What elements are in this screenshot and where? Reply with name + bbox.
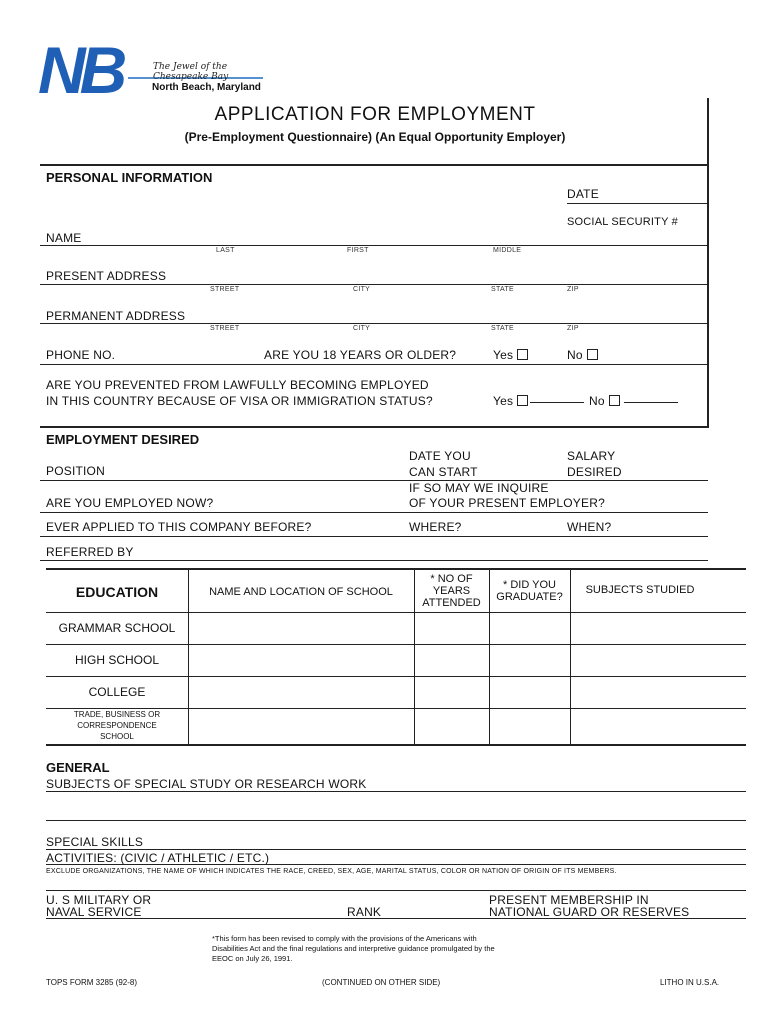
permanent-city-caption: CITY [353, 325, 371, 332]
page-title: APPLICATION FOR EMPLOYMENT [214, 104, 536, 125]
inquire-line1: IF SO MAY WE INQUIRE [409, 481, 549, 495]
ada-note-line1: *This form has been revised to comply with the provisions of the Americans with [212, 934, 477, 943]
permanent-state-caption: STATE [491, 325, 515, 332]
present-address-label: PRESENT ADDRESS [46, 269, 167, 283]
visa-no-label: No [589, 394, 605, 408]
guard-line1: PRESENT MEMBERSHIP IN [489, 893, 649, 907]
visa-no-checkbox[interactable] [609, 395, 620, 406]
applied-before-field[interactable] [40, 536, 708, 537]
education-heading: EDUCATION [75, 584, 159, 600]
row-trade-line2: CORRESPONDENCE [77, 721, 157, 730]
salary-line2: DESIRED [567, 465, 622, 479]
name-first-caption: FIRST [347, 247, 369, 254]
referred-by-label: REFERRED BY [46, 545, 134, 559]
page-subtitle: (Pre-Employment Questionnaire) (An Equal Opportunity Employer) [184, 130, 566, 144]
special-skills-field[interactable] [46, 849, 746, 850]
permanent-street-caption: STREET [210, 325, 240, 332]
form-number: TOPS FORM 3285 (92-8) [46, 978, 137, 987]
military-field[interactable] [46, 918, 746, 919]
logo-letters: NB [38, 33, 122, 107]
age-no-checkbox[interactable] [587, 349, 598, 360]
col-years-line3: ATTENDED [422, 597, 481, 609]
row-trade-line3: SCHOOL [100, 732, 134, 741]
age-no-option[interactable] [567, 348, 598, 362]
present-address-field[interactable] [40, 284, 708, 285]
divider [40, 426, 708, 428]
row-college: COLLEGE [88, 685, 146, 699]
litho-note: LITHO IN U.S.A. [660, 978, 720, 987]
col-years-line1: * NO OF [430, 573, 473, 585]
row-high-school: HIGH SCHOOL [74, 653, 159, 667]
applied-before-label: EVER APPLIED TO THIS COMPANY BEFORE? [46, 520, 312, 534]
name-field[interactable] [40, 245, 708, 246]
employed-now-label: ARE YOU EMPLOYED NOW? [46, 496, 214, 510]
right-margin-rule [707, 98, 709, 428]
present-street-caption: STREET [210, 286, 240, 293]
visa-yes-label: Yes [493, 394, 514, 408]
education-table [46, 568, 746, 746]
phone-label: PHONE NO. [46, 348, 116, 362]
position-label: POSITION [46, 464, 105, 478]
rank-label: RANK [347, 905, 382, 919]
date-field[interactable] [567, 203, 707, 204]
military-line1: U. S MILITARY OR [46, 893, 152, 907]
visa-yes-checkbox[interactable] [517, 395, 528, 406]
continued-note: (CONTINUED ON OTHER SIDE) [322, 978, 441, 987]
visa-question-line2: IN THIS COUNTRY BECAUSE OF VISA OR IMMIGRATION STATUS? [46, 394, 433, 408]
divider [46, 644, 746, 645]
age-question: ARE YOU 18 YEARS OR OLDER? [264, 348, 457, 362]
activities-label: ACTIVITIES: (CIVIC / ATHLETIC / ETC.) [46, 851, 270, 865]
phone-field[interactable] [40, 364, 708, 365]
date-start-line2: CAN START [409, 465, 478, 479]
permanent-zip-caption: ZIP [567, 325, 579, 332]
employed-now-field[interactable] [40, 512, 708, 513]
logo [38, 33, 268, 110]
visa-yes-option[interactable] [493, 394, 528, 408]
section-heading-employment: EMPLOYMENT DESIRED [46, 432, 200, 447]
special-skills-label: SPECIAL SKILLS [46, 835, 144, 849]
age-yes-label: Yes [493, 348, 514, 362]
section-heading-personal: PERSONAL INFORMATION [46, 170, 213, 185]
where-label: WHERE? [409, 520, 462, 534]
divider [40, 164, 708, 166]
row-trade-line1: TRADE, BUSINESS OR [73, 710, 161, 719]
special-study-field-2[interactable] [46, 820, 746, 821]
special-study-label: SUBJECTS OF SPECIAL STUDY OR RESEARCH WORK [46, 777, 367, 791]
present-state-caption: STATE [491, 286, 515, 293]
present-city-caption: CITY [353, 286, 371, 293]
col-graduate-line2: GRADUATE? [496, 591, 563, 603]
visa-no-option[interactable] [589, 394, 620, 408]
guard-line2: NATIONAL GUARD OR RESERVES [489, 905, 690, 919]
divider [46, 744, 746, 746]
visa-yes-line [530, 402, 584, 403]
divider [46, 612, 746, 613]
permanent-address-label: PERMANENT ADDRESS [46, 309, 186, 323]
name-last-caption: LAST [216, 247, 235, 254]
military-line2: NAVAL SERVICE [46, 905, 142, 919]
position-field[interactable] [40, 480, 708, 481]
col-years-line2: YEARS [432, 585, 471, 597]
divider [46, 890, 746, 891]
ada-note-line2: Disabilities Act and the final regulations and interpretive guidance promulgated by the [212, 944, 495, 953]
ada-note-line3: EEOC on July 26, 1991. [212, 954, 293, 963]
section-heading-general: GENERAL [46, 760, 110, 775]
col-subjects: SUBJECTS STUDIED [585, 584, 695, 596]
logo-place: North Beach, Maryland [152, 82, 261, 93]
date-start-line1: DATE YOU [409, 449, 471, 463]
referred-by-field[interactable] [40, 560, 708, 561]
date-label: DATE [567, 187, 599, 201]
activities-field[interactable] [46, 864, 746, 865]
exclude-note: EXCLUDE ORGANIZATIONS, THE NAME OF WHICH INDICATES THE RACE, CREED, SEX, AGE, MARITAL STATUS, COLOR OR NATION OF ORIGIN OF ITS MEMBERS. [46, 868, 617, 875]
special-study-field[interactable] [46, 791, 746, 792]
inquire-line2: OF YOUR PRESENT EMPLOYER? [409, 496, 605, 510]
visa-question-line1: ARE YOU PREVENTED FROM LAWFULLY BECOMING EMPLOYED [46, 378, 429, 392]
name-label: NAME [46, 231, 82, 245]
row-grammar-school: GRAMMAR SCHOOL [58, 621, 176, 635]
divider [46, 676, 746, 677]
ssn-label: SOCIAL SECURITY # [567, 216, 678, 228]
col-school-name: NAME AND LOCATION OF SCHOOL [209, 586, 393, 598]
visa-no-line [624, 402, 678, 403]
logo-tagline: The Jewel of the Chesapeake Bay [153, 62, 229, 82]
name-middle-caption: MIDDLE [493, 247, 522, 254]
permanent-address-field[interactable] [40, 323, 708, 324]
when-label: WHEN? [567, 520, 612, 534]
age-yes-option[interactable] [493, 348, 528, 362]
col-graduate-line1: * DID YOU [503, 579, 556, 591]
age-yes-checkbox[interactable] [517, 349, 528, 360]
salary-line1: SALARY [567, 449, 616, 463]
age-no-label: No [567, 348, 583, 362]
present-zip-caption: ZIP [567, 286, 579, 293]
divider [46, 568, 746, 570]
